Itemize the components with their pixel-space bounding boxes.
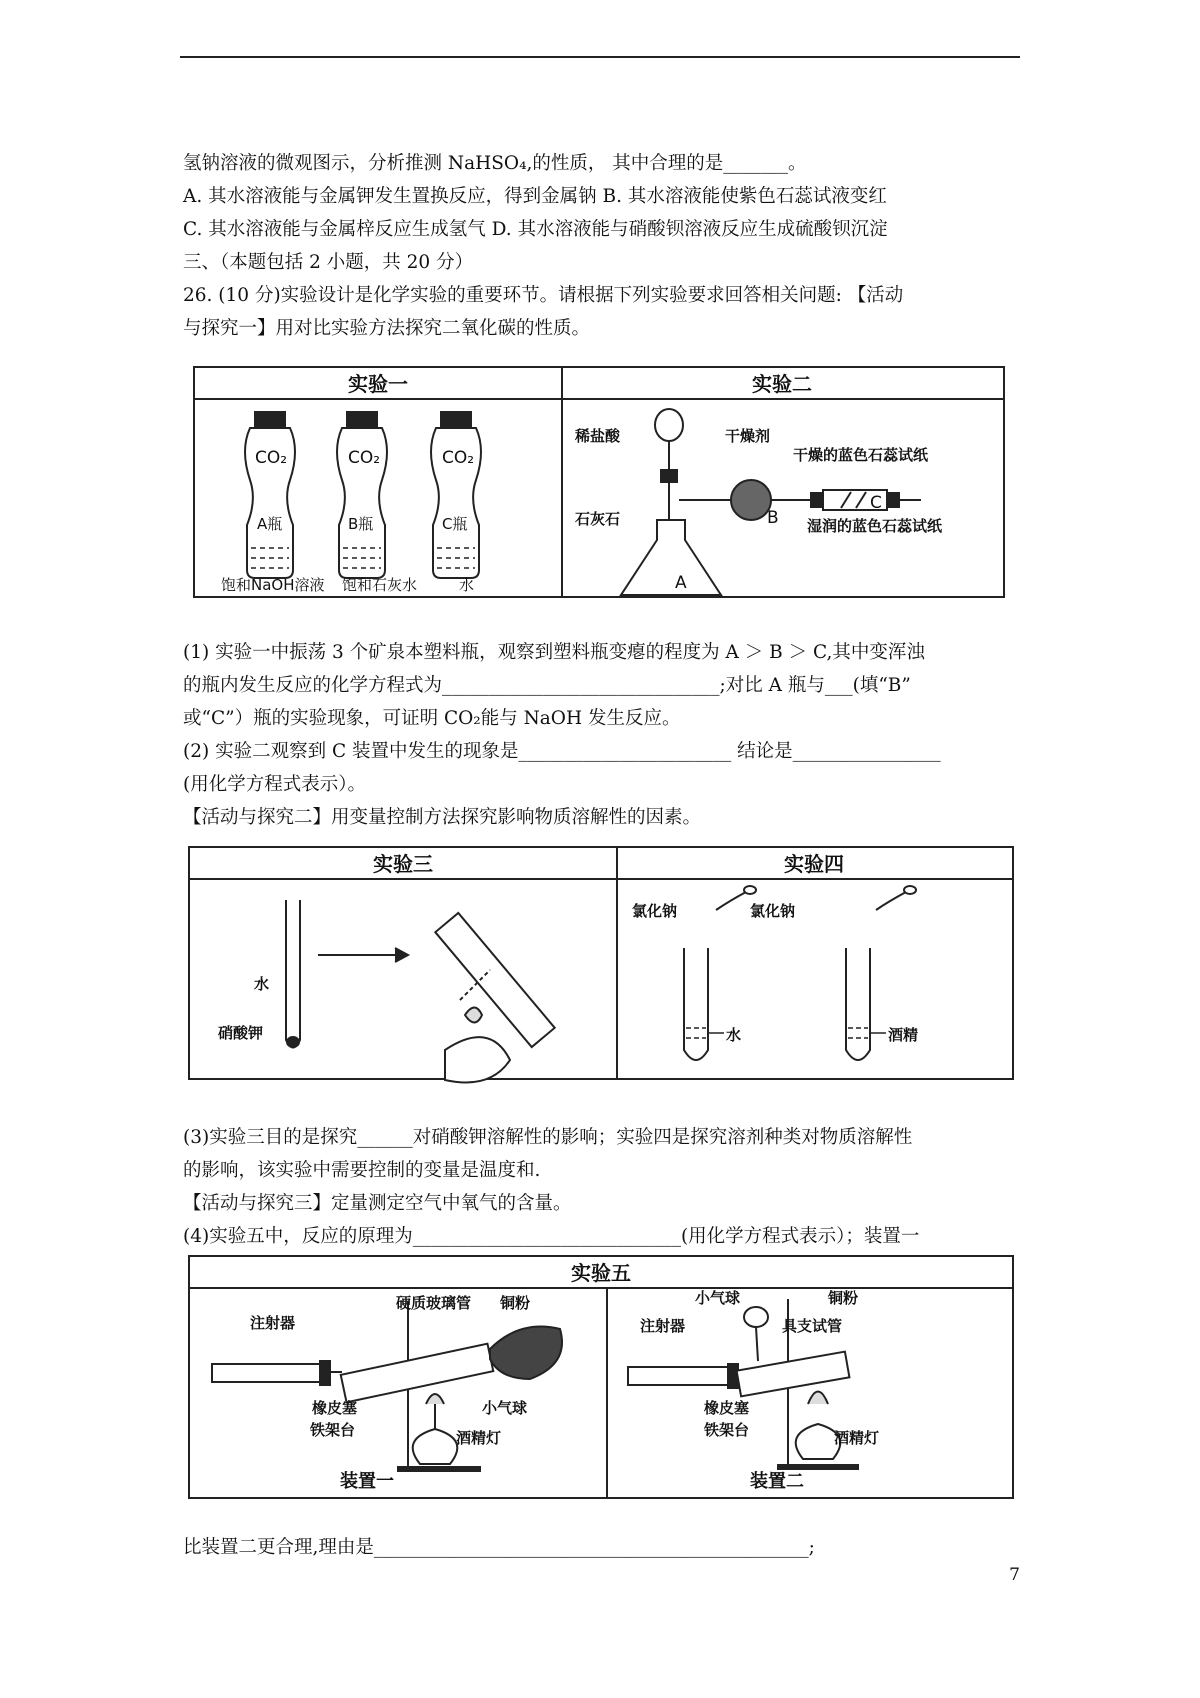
bottle-a-gas: CO₂ — [255, 448, 288, 468]
figure-experiment-3-4 — [188, 846, 1014, 1080]
label-alcohol: 酒精 — [888, 1026, 919, 1044]
bottle-c-gas: CO₂ — [442, 448, 475, 468]
bottle-b-liquid: 饱和石灰水 — [342, 576, 418, 594]
label-kno3: 硝酸钾 — [218, 1024, 264, 1042]
activity2-heading: 【活动与探究二】用变量控制方法探究影响物质溶解性的因素。 — [183, 807, 702, 828]
bottle-b-name: B瓶 — [348, 515, 374, 533]
bottle-c-liquid: 水 — [459, 576, 475, 594]
fig3-title: 实验五 — [190, 1257, 1012, 1289]
text-line: 氢钠溶液的微观图示，分析推测 NaHSO₄,的性质， 其中合理的是_______。 — [183, 153, 807, 174]
left-label-glass-tube: 硬质玻璃管 — [396, 1294, 472, 1312]
right-label-copper: 铜粉 — [828, 1289, 859, 1307]
label-water-2: 水 — [726, 1026, 742, 1044]
right-label-balloon: 小气球 — [695, 1289, 741, 1307]
activity3-heading: 【活动与探究三】定量测定空气中氧气的含量。 — [183, 1193, 572, 1214]
label-nacl-2: 氯化钠 — [750, 902, 796, 920]
q2-line2: (用化学方程式表示）。 — [183, 774, 366, 795]
figure-experiment-1-2 — [193, 366, 1005, 598]
fig1-title-right: 实验二 — [561, 368, 1003, 400]
q4-line1: (4)实验五中，反应的原理为_____________________________(用化学方程式表示）；装置一 — [183, 1226, 920, 1247]
label-wet-litmus: 湿润的蓝色石蕊试纸 — [807, 517, 943, 535]
right-label-tube: 具支试管 — [782, 1317, 843, 1335]
bottle-a-name: A瓶 — [257, 515, 283, 533]
figure-experiment-5 — [188, 1255, 1014, 1499]
left-caption: 装置一 — [340, 1471, 394, 1492]
fig2-title-right: 实验四 — [616, 848, 1012, 880]
option-line-cd: C. 其水溶液能与金属梓反应生成氢气 D. 其水溶液能与硝酸钡溶液反应生成硫酸钡沉淀 — [183, 219, 888, 240]
left-label-copper: 铜粉 — [500, 1294, 531, 1312]
section-heading: 三、（本题包括 2 小题，共 20 分） — [183, 252, 474, 273]
q1-line3: 或“C”）瓶的实验现象，可证明 CO₂能与 NaOH 发生反应。 — [183, 708, 681, 729]
left-label-balloon: 小气球 — [482, 1399, 528, 1417]
bottle-b-gas: CO₂ — [348, 448, 381, 468]
left-label-lamp: 酒精灯 — [456, 1429, 502, 1447]
right-label-stand: 铁架台 — [704, 1421, 750, 1439]
label-c: C — [870, 493, 882, 513]
label-dry-litmus: 干燥的蓝色石蕊试纸 — [793, 446, 929, 464]
left-label-stand: 铁架台 — [310, 1421, 356, 1439]
left-label-syringe: 注射器 — [250, 1314, 296, 1332]
left-label-stopper: 橡皮塞 — [312, 1399, 358, 1417]
page-number: 7 — [1009, 1565, 1020, 1585]
label-water: 水 — [254, 975, 270, 993]
question-26-line: 26. (10 分)实验设计是化学实验的重要环节。请根据下列实验要求回答相关问题: 【活动 — [183, 285, 904, 306]
right-label-lamp: 酒精灯 — [834, 1429, 880, 1447]
fig2-title-left: 实验三 — [190, 848, 616, 880]
bottle-c-name: C瓶 — [442, 515, 468, 533]
option-line-ab: A. 其水溶液能与金属钾发生置换反应，得到金属钠 B. 其水溶液能使紫色石蕊试液变红 — [183, 186, 887, 207]
header-rule — [180, 56, 1020, 58]
right-caption: 装置二 — [750, 1471, 804, 1492]
right-label-syringe: 注射器 — [640, 1317, 686, 1335]
label-dilute-hcl: 稀盐酸 — [575, 427, 621, 445]
label-b: B — [767, 508, 779, 528]
right-label-stopper: 橡皮塞 — [704, 1399, 750, 1417]
q3-line2: 的影响，该实验中需要控制的变量是温度和. — [183, 1160, 541, 1181]
bottle-a-liquid: 饱和NaOH溶液 — [221, 576, 325, 594]
bottles-drawing — [195, 400, 561, 598]
question-26-line2: 与探究一】用对比实验方法探究二氧化碳的性质。 — [183, 318, 591, 339]
label-nacl-1: 氯化钠 — [632, 902, 678, 920]
label-a: A — [675, 573, 687, 593]
q3-line1: (3)实验三目的是探究______对硝酸钾溶解性的影响；实验四是探究溶剂种类对物质溶解性 — [183, 1127, 913, 1148]
q1-line1: (1) 实验一中振荡 3 个矿泉本塑料瓶，观察到塑料瓶变瘪的程度为 A ＞ B ＞ C,其中变浑浊 — [183, 642, 925, 663]
co2-apparatus-drawing — [561, 400, 1005, 598]
q4-line2: 比装置二更合理,理由是_______________________________________________; — [183, 1537, 815, 1558]
label-drying-agent: 干燥剂 — [725, 427, 771, 445]
q1-line2: 的瓶内发生反应的化学方程式为______________________________;对比 A 瓶与___(填“B” — [183, 675, 911, 696]
label-limestone: 石灰石 — [575, 510, 621, 528]
fig1-title-left: 实验一 — [195, 368, 561, 400]
q2-line1: (2) 实验二观察到 C 装置中发生的现象是_______________________ 结论是________________ — [183, 741, 941, 762]
